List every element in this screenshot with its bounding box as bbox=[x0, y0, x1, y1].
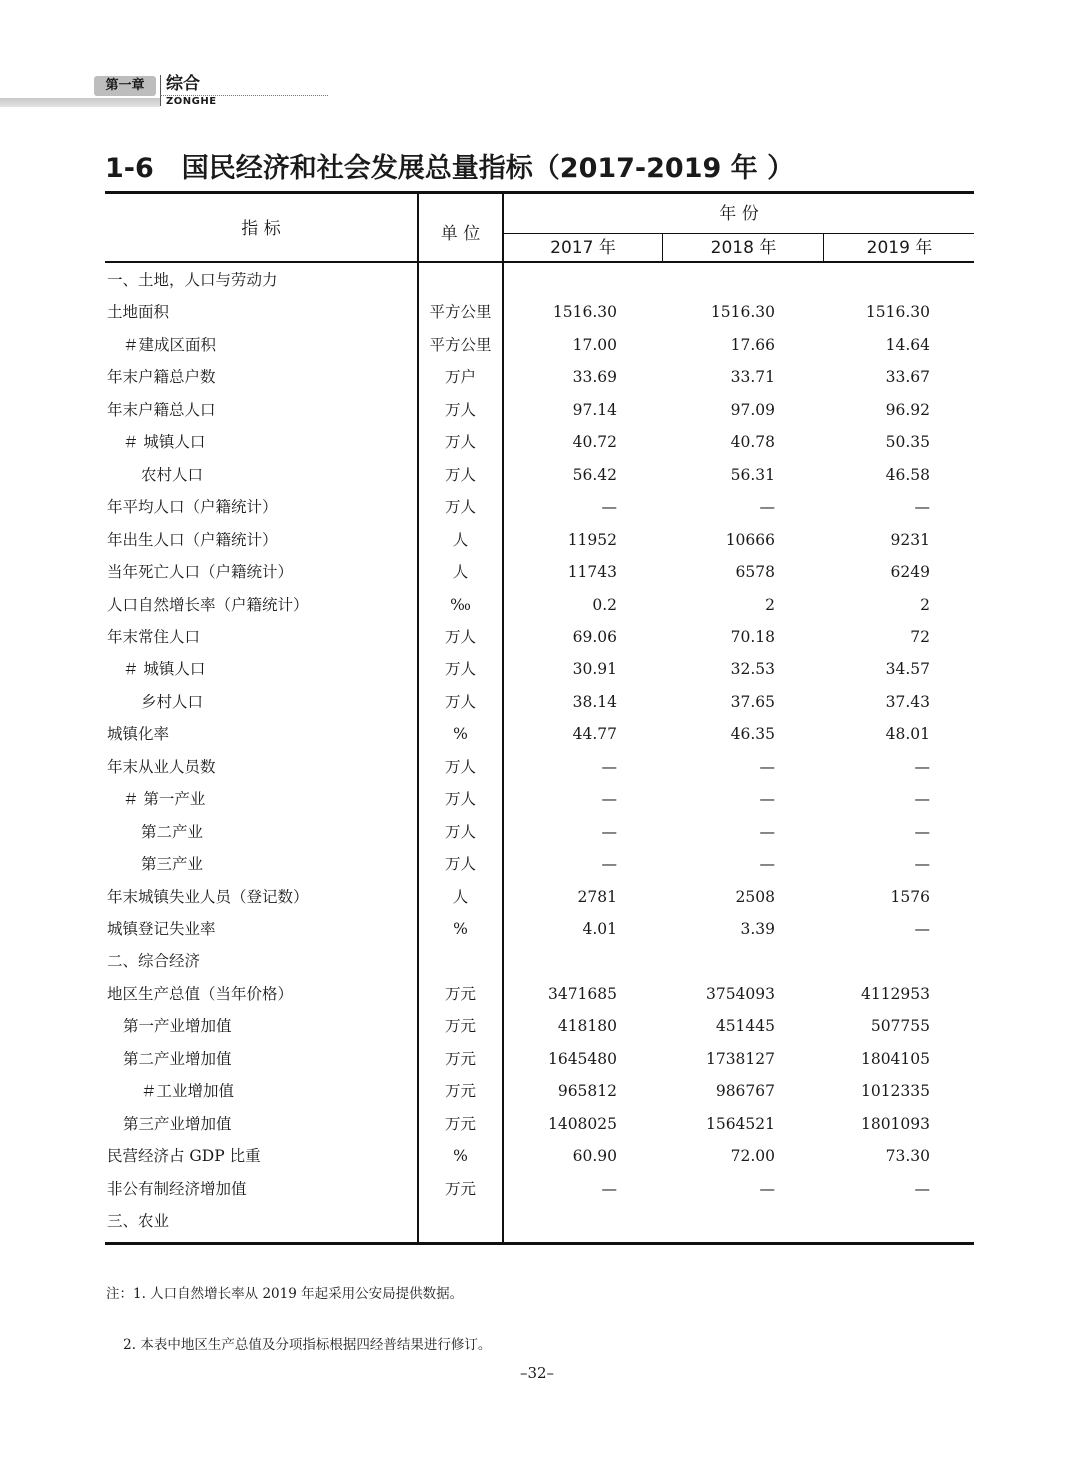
row-value-2019: 9231 bbox=[890, 530, 930, 549]
row-value-2018: 3.39 bbox=[740, 920, 775, 938]
row-label: 农村人口 bbox=[141, 465, 204, 484]
row-value-2019: 50.35 bbox=[885, 433, 930, 452]
row-unit: 万元 bbox=[444, 1114, 476, 1133]
row-unit: 万人 bbox=[444, 757, 476, 776]
row-unit: 万人 bbox=[444, 822, 476, 841]
row-value-2019: 14.64 bbox=[885, 335, 930, 354]
row-value-2018: 37.65 bbox=[730, 692, 775, 711]
row-unit: % bbox=[453, 920, 468, 938]
table-row bbox=[105, 783, 974, 815]
table-number: 1-6 bbox=[105, 153, 154, 184]
row-value-2019: — bbox=[914, 920, 930, 938]
row-value-2017: 965812 bbox=[557, 1082, 617, 1101]
indicator-table bbox=[105, 191, 974, 1245]
row-label: 人口自然增长率（户籍统计） bbox=[107, 595, 309, 614]
table-row bbox=[105, 491, 974, 523]
row-value-2018: 33.71 bbox=[730, 368, 775, 387]
table-row bbox=[105, 394, 974, 426]
col-header-2017: 2017 年 bbox=[550, 238, 616, 258]
row-label: 年末城镇失业人员（登记数） bbox=[107, 887, 309, 906]
row-value-2018: 10666 bbox=[725, 530, 775, 549]
table-row bbox=[105, 945, 974, 977]
row-unit: 万人 bbox=[444, 433, 476, 452]
row-value-2017: 11743 bbox=[567, 563, 617, 582]
row-value-2018: 1516.30 bbox=[710, 303, 775, 322]
table-row bbox=[105, 848, 974, 880]
row-unit: 万元 bbox=[444, 1049, 476, 1068]
row-label: 乡村人口 bbox=[141, 692, 204, 711]
table-row bbox=[105, 816, 974, 848]
row-value-2017: 17.00 bbox=[572, 335, 617, 354]
page-number: –32– bbox=[519, 1364, 555, 1382]
table-row bbox=[105, 1205, 974, 1237]
table-row bbox=[105, 1108, 974, 1140]
row-label: ＃工业增加值 bbox=[141, 1082, 235, 1101]
row-value-2019: 73.30 bbox=[885, 1147, 930, 1166]
row-value-2018: 2 bbox=[765, 595, 775, 614]
row-label: 第三产业增加值 bbox=[123, 1114, 232, 1133]
row-value-2019: 1801093 bbox=[860, 1114, 930, 1133]
note-line: 注：1. 人口自然增长率从 2019 年起采用公安局提供数据。 bbox=[106, 1286, 464, 1302]
table-row bbox=[105, 1043, 974, 1075]
row-unit: 万元 bbox=[444, 1082, 476, 1101]
row-value-2019: 1804105 bbox=[860, 1049, 930, 1068]
row-value-2017: 0.2 bbox=[592, 595, 617, 614]
row-value-2019: 96.92 bbox=[885, 400, 930, 419]
header-band bbox=[0, 98, 160, 107]
row-value-2017: 56.42 bbox=[572, 465, 617, 484]
row-label: 年出生人口（户籍统计） bbox=[107, 530, 278, 549]
row-value-2018: — bbox=[759, 790, 775, 809]
row-label: 三、农业 bbox=[107, 1212, 170, 1231]
table-row bbox=[105, 1010, 974, 1042]
row-value-2019: 2 bbox=[920, 595, 930, 614]
year-group-rule bbox=[504, 233, 974, 234]
row-value-2019: 1012335 bbox=[860, 1082, 930, 1101]
table-row bbox=[105, 1173, 974, 1205]
col-divider-2017 bbox=[662, 234, 663, 262]
row-value-2019: — bbox=[914, 790, 930, 809]
row-unit: 万人 bbox=[444, 660, 476, 679]
row-value-2019: 1516.30 bbox=[865, 303, 930, 322]
row-label: 第一产业增加值 bbox=[123, 1017, 232, 1036]
row-value-2017: — bbox=[601, 757, 617, 776]
row-unit: 万人 bbox=[444, 692, 476, 711]
row-label: 第二产业增加值 bbox=[123, 1049, 232, 1068]
row-unit: 万人 bbox=[444, 627, 476, 646]
table-row bbox=[105, 718, 974, 750]
row-value-2018: 56.31 bbox=[730, 465, 775, 484]
row-label: 城镇登记失业率 bbox=[107, 920, 216, 938]
col-header-indicator: 指 标 bbox=[241, 219, 281, 239]
page-title bbox=[105, 150, 794, 188]
row-label: 年末常住人口 bbox=[107, 627, 201, 646]
table-row bbox=[105, 881, 974, 913]
row-unit: 万元 bbox=[444, 984, 476, 1003]
table-row bbox=[105, 426, 974, 458]
row-value-2017: 1645480 bbox=[547, 1049, 617, 1068]
row-value-2019: — bbox=[914, 757, 930, 776]
row-value-2019: — bbox=[914, 855, 930, 874]
col-header-unit: 单 位 bbox=[440, 224, 481, 244]
table-row bbox=[105, 296, 974, 328]
row-value-2018: — bbox=[759, 757, 775, 776]
row-label: 民营经济占 GDP 比重 bbox=[107, 1147, 261, 1166]
table-row bbox=[105, 556, 974, 588]
row-unit: 平方公里 bbox=[429, 335, 492, 354]
row-value-2017: — bbox=[601, 498, 617, 517]
table-row bbox=[105, 264, 974, 296]
row-value-2019: 507755 bbox=[870, 1017, 930, 1036]
row-value-2017: 1408025 bbox=[547, 1114, 617, 1133]
col-header-2018: 2018 年 bbox=[710, 238, 777, 258]
row-value-2018: — bbox=[759, 855, 775, 874]
row-value-2017: 33.69 bbox=[572, 368, 617, 387]
row-value-2017: 30.91 bbox=[572, 660, 617, 679]
row-value-2018: 451445 bbox=[715, 1017, 775, 1036]
row-label: 地区生产总值（当年价格） bbox=[107, 984, 294, 1003]
row-value-2017: — bbox=[601, 855, 617, 874]
row-value-2019: — bbox=[914, 1179, 930, 1198]
row-value-2017: — bbox=[601, 822, 617, 841]
table-row bbox=[105, 361, 974, 393]
table-row bbox=[105, 621, 974, 653]
row-value-2019: 72 bbox=[910, 627, 930, 646]
row-value-2017: — bbox=[601, 790, 617, 809]
note-line: 2. 本表中地区生产总值及分项指标根据四经普结果进行修订。 bbox=[106, 1337, 492, 1353]
row-value-2019: — bbox=[914, 822, 930, 841]
row-value-2017: — bbox=[601, 1179, 617, 1198]
row-label: ＃ 城镇人口 bbox=[123, 660, 206, 679]
row-value-2018: 1564521 bbox=[705, 1114, 775, 1133]
row-label: 二、综合经济 bbox=[107, 952, 201, 971]
row-value-2018: 986767 bbox=[715, 1082, 775, 1101]
row-unit: 平方公里 bbox=[429, 303, 492, 322]
row-unit: 万元 bbox=[444, 1179, 476, 1198]
row-value-2018: 32.53 bbox=[730, 660, 775, 679]
header-divider bbox=[160, 75, 161, 106]
row-value-2018: 97.09 bbox=[730, 400, 775, 419]
row-label: ＃ 城镇人口 bbox=[123, 433, 206, 452]
row-unit: % bbox=[453, 1147, 468, 1166]
row-value-2017: 418180 bbox=[557, 1017, 617, 1036]
row-value-2017: 69.06 bbox=[572, 627, 617, 646]
row-value-2019: 37.43 bbox=[885, 692, 930, 711]
table-row bbox=[105, 751, 974, 783]
row-value-2019: 6249 bbox=[890, 563, 930, 582]
row-label: 城镇化率 bbox=[107, 725, 170, 744]
row-value-2018: 2508 bbox=[735, 887, 775, 906]
row-value-2019: 48.01 bbox=[885, 725, 930, 744]
row-value-2017: 60.90 bbox=[572, 1147, 617, 1166]
table-row bbox=[105, 913, 974, 945]
section-pinyin: ZONGHE bbox=[166, 96, 217, 107]
row-value-2018: 1738127 bbox=[705, 1049, 775, 1068]
row-value-2018: 70.18 bbox=[730, 627, 775, 646]
col-header-year-group: 年 份 bbox=[719, 204, 759, 224]
table-notes bbox=[106, 1252, 491, 1371]
row-value-2018: 72.00 bbox=[730, 1147, 775, 1166]
row-label: 当年死亡人口（户籍统计） bbox=[107, 563, 294, 582]
table-row bbox=[105, 1075, 974, 1107]
col-divider-2018 bbox=[823, 234, 824, 262]
row-label: 第三产业 bbox=[141, 855, 204, 874]
row-value-2018: — bbox=[759, 498, 775, 517]
row-label: ＃建成区面积 bbox=[123, 335, 217, 354]
row-unit: 人 bbox=[452, 563, 469, 582]
row-value-2019: 1576 bbox=[890, 887, 930, 906]
row-value-2018: 40.78 bbox=[730, 433, 775, 452]
row-value-2017: 38.14 bbox=[572, 692, 617, 711]
row-unit: 万人 bbox=[444, 465, 476, 484]
table-title: 国民经济和社会发展总量指标（2017-2019 年 ） bbox=[181, 153, 795, 184]
row-value-2019: 4112953 bbox=[860, 984, 930, 1003]
table-row bbox=[105, 686, 974, 718]
row-unit: % bbox=[453, 725, 468, 744]
row-value-2017: 4.01 bbox=[582, 920, 617, 938]
row-value-2017: 97.14 bbox=[572, 400, 617, 419]
row-value-2019: — bbox=[914, 498, 930, 517]
col-header-2019: 2019 年 bbox=[866, 238, 933, 258]
row-unit: ‰ bbox=[450, 595, 471, 614]
chapter-badge: 第一章 bbox=[94, 76, 156, 96]
row-value-2019: 33.67 bbox=[885, 368, 930, 387]
row-unit: 人 bbox=[452, 887, 469, 906]
row-label: 年平均人口（户籍统计） bbox=[107, 498, 278, 517]
table-row bbox=[105, 329, 974, 361]
row-value-2018: — bbox=[759, 1179, 775, 1198]
row-unit: 万人 bbox=[444, 855, 476, 874]
row-unit: 万人 bbox=[444, 400, 476, 419]
header-bottom-rule bbox=[105, 261, 974, 263]
row-label: ＃ 第一产业 bbox=[123, 790, 206, 809]
table-row bbox=[105, 459, 974, 491]
row-value-2017: 44.77 bbox=[572, 725, 617, 744]
table-row bbox=[105, 653, 974, 685]
row-label: 土地面积 bbox=[107, 303, 170, 322]
row-value-2019: 34.57 bbox=[885, 660, 930, 679]
table-row bbox=[105, 1140, 974, 1172]
row-value-2018: 3754093 bbox=[705, 984, 775, 1003]
row-value-2017: 1516.30 bbox=[552, 303, 617, 322]
row-value-2018: 6578 bbox=[735, 563, 775, 582]
row-value-2017: 2781 bbox=[577, 887, 617, 906]
row-label: 第二产业 bbox=[141, 822, 204, 841]
table-row bbox=[105, 978, 974, 1010]
row-value-2017: 11952 bbox=[567, 530, 617, 549]
row-unit: 万人 bbox=[444, 498, 476, 517]
row-label: 非公有制经济增加值 bbox=[107, 1179, 247, 1198]
row-value-2019: 46.58 bbox=[885, 465, 930, 484]
row-value-2018: 46.35 bbox=[730, 725, 775, 744]
row-unit: 人 bbox=[452, 530, 469, 549]
section-title: 综合 bbox=[166, 74, 200, 94]
row-value-2017: 3471685 bbox=[547, 984, 617, 1003]
row-label: 一、土地，人口与劳动力 bbox=[107, 271, 278, 289]
row-value-2017: 40.72 bbox=[572, 433, 617, 452]
row-label: 年末户籍总户数 bbox=[107, 368, 216, 387]
row-label: 年末户籍总人口 bbox=[107, 400, 216, 419]
row-label: 年末从业人员数 bbox=[107, 757, 216, 776]
row-value-2018: — bbox=[759, 822, 775, 841]
row-unit: 万人 bbox=[444, 790, 476, 809]
row-unit: 万元 bbox=[444, 1017, 476, 1036]
table-row bbox=[105, 589, 974, 621]
table-row bbox=[105, 524, 974, 556]
row-value-2018: 17.66 bbox=[730, 335, 775, 354]
row-unit: 万户 bbox=[444, 368, 476, 387]
